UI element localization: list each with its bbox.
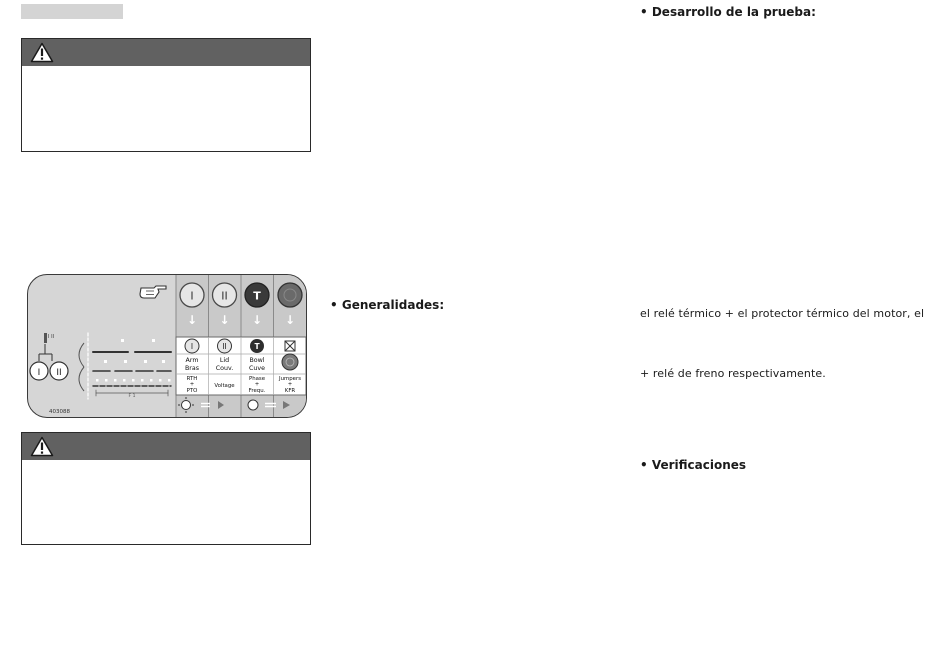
bowl-label: Bowl — [249, 357, 265, 364]
plus-label: + — [287, 381, 293, 388]
unit-label: I II — [48, 334, 55, 340]
couv-label: Couv. — [215, 365, 234, 372]
warning-triangle-icon — [30, 436, 54, 457]
plus-label: + — [189, 381, 195, 388]
col-bowl-symbol: T — [254, 342, 260, 351]
jumper-knob — [282, 354, 298, 370]
control-panel-diagram — [27, 274, 307, 418]
cuve-label: Cuve — [249, 365, 265, 372]
heading-desarrollo: • Desarrollo de la prueba: — [640, 5, 816, 19]
pointing-hand-icon — [140, 286, 166, 298]
heading-verificaciones: • Verificaciones — [640, 458, 747, 472]
control-panel-figure — [28, 275, 306, 417]
voltage-label: Voltage — [214, 383, 235, 389]
arrow-down-icon: ↓ — [219, 313, 230, 327]
kfr-label: KFR — [284, 388, 296, 394]
warning-header — [22, 433, 310, 460]
arrow-down-icon: ↓ — [251, 313, 263, 327]
frequ-label: Frequ. — [248, 388, 266, 394]
bras-label: Bras — [184, 365, 200, 372]
figure-code: 403088 — [49, 409, 70, 415]
arrow-down-icon: ↓ — [186, 313, 198, 327]
heading-generalidades: • Generalidades: — [330, 298, 445, 312]
col-arm-symbol: I — [190, 342, 194, 351]
indicator-grid — [88, 333, 171, 399]
phase-label: Phase — [248, 376, 266, 382]
warning-header — [22, 39, 310, 66]
col-lid-symbol: II — [222, 342, 227, 351]
body-line: + relé de freno respectivamente. — [640, 367, 826, 380]
warning-triangle-icon — [30, 42, 54, 63]
lamp-off-icon — [248, 400, 258, 410]
jumpers-label: Jumpers — [278, 376, 302, 382]
rth-label: RTH — [186, 376, 198, 382]
arm-label: Arm — [185, 357, 199, 364]
arrow-down-icon: ↓ — [284, 313, 296, 327]
button-stop — [278, 283, 302, 307]
pto-label: PTO — [186, 388, 198, 394]
plus-label: + — [254, 381, 260, 388]
dimension-label: F 1 — [128, 394, 136, 399]
button-t-label: T — [253, 289, 261, 303]
button-ii-label: II — [221, 289, 228, 303]
header-bar — [21, 4, 123, 19]
button-i-label: I — [190, 289, 194, 303]
circle-i-label: I — [37, 368, 41, 378]
warning-box — [21, 432, 311, 545]
body-line: el relé térmico + el protector térmico del motor, el — [640, 307, 925, 320]
warning-box — [21, 38, 311, 152]
lid-label: Lid — [219, 357, 230, 364]
circle-ii-label: II — [56, 368, 62, 378]
